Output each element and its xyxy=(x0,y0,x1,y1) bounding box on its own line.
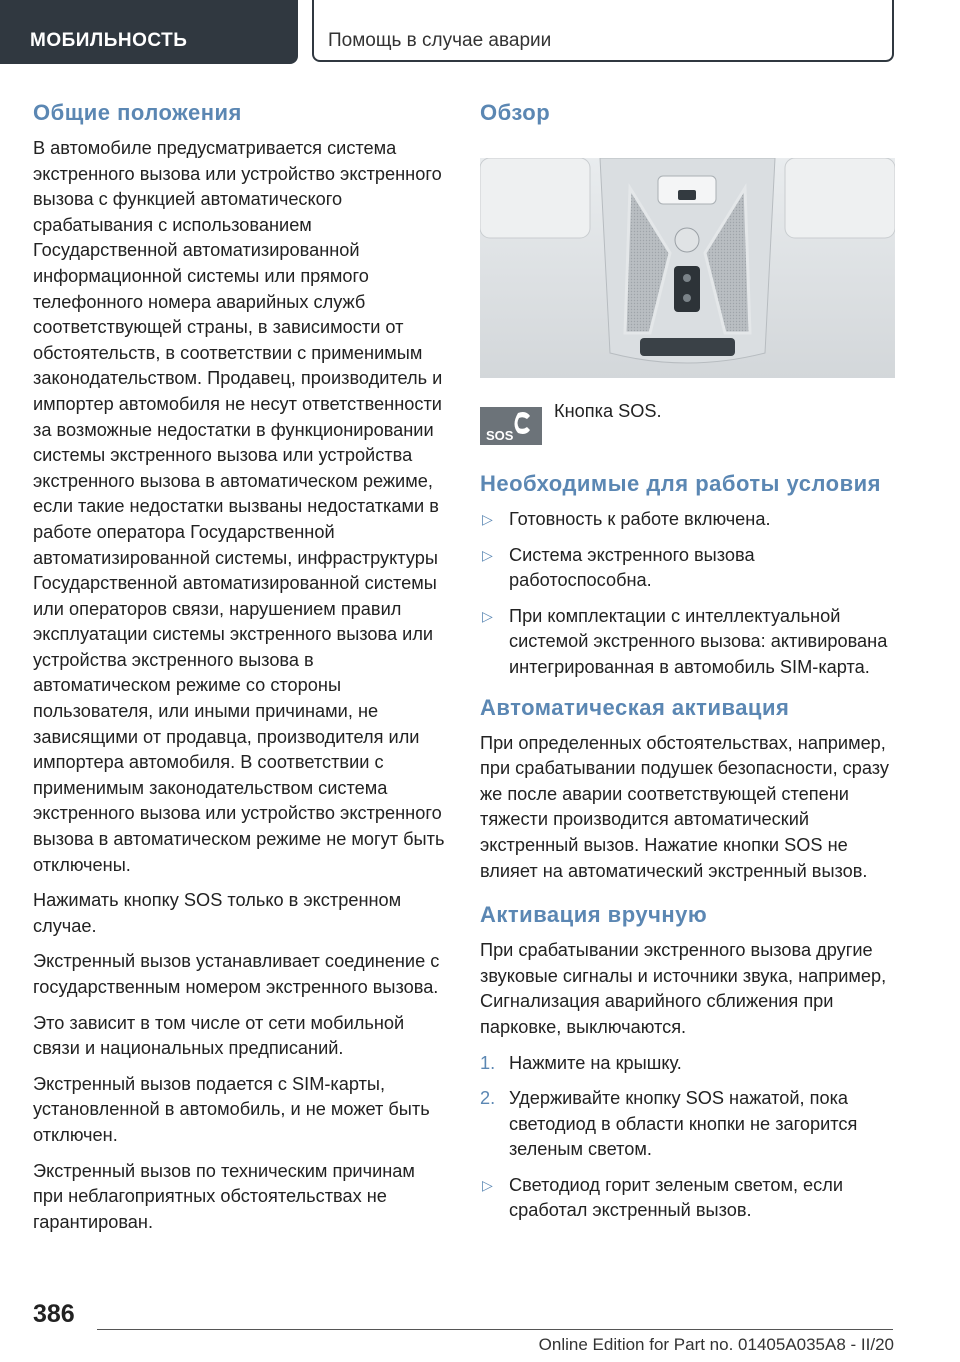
conditions-heading: Необходимые для работы условия xyxy=(480,471,881,496)
list-item: ▷ Светодиод горит зеленым светом, если сработал экстренный вызов. xyxy=(482,1174,844,1221)
list-item: ▷ Готовность к работе включена. xyxy=(480,507,895,533)
connection-paragraph: Экстренный вызов устанавливает соединение с государственным номером экстренного вызова. xyxy=(33,951,440,997)
page-number: 386 xyxy=(33,1300,75,1328)
triangle-bullet-icon: ▷ xyxy=(482,607,493,624)
list-item: ▷ При комплектации с интеллектуальной системой экстренного вызова: активирована интегрированная в автомобиль SIM-карта. xyxy=(482,605,888,677)
sim-paragraph: Экстренный вызов подается с SIM-карты, установленной в автомобиль, и не может быть отключен. xyxy=(33,1073,430,1145)
footer-divider xyxy=(97,1329,893,1330)
sos-caption: Кнопка SOS. xyxy=(554,401,662,421)
triangle-bullet-icon: ▷ xyxy=(482,511,493,527)
section-tab xyxy=(312,0,894,62)
conditions-list xyxy=(480,507,895,681)
triangle-bullet-icon: ▷ xyxy=(482,546,493,563)
edition-text: Online Edition for Part no. 01405A035A8 - II/20 xyxy=(538,1335,894,1354)
sos-phone-icon xyxy=(480,407,542,445)
sos-legend xyxy=(480,401,895,451)
auto-activation-heading: Автоматическая активация xyxy=(480,694,790,720)
auto-activation-text: При определенных обстоятельствах, например, при срабатывании подушек безопасности, сразу же после аварии соответствующей степени тяжести производится автоматический экстренный вызов. Нажатие кнопки SOS не влияет на автоматический экстренный вызов. xyxy=(480,732,890,881)
section-title: Помощь в случае аварии xyxy=(328,30,552,51)
overhead-console-photo xyxy=(480,158,895,378)
list-item: ▷ Система экстренного вызова работоспособна. xyxy=(482,544,755,591)
chapter-title: МОБИЛЬНОСТЬ xyxy=(30,30,188,51)
chapter-tab xyxy=(0,0,298,64)
general-heading: Общие положения xyxy=(33,100,242,125)
result-list xyxy=(480,1173,895,1224)
left-column xyxy=(33,100,448,1245)
manual-activation-heading: Активация вручную xyxy=(480,902,708,928)
steps-list xyxy=(480,1051,895,1163)
manual-activation-text: При срабатывании экстренного вызова другие звуковые сигналы и источники звука, например, Сигнализация аварийного сближения при парковке, выключаются. xyxy=(480,940,887,1037)
right-column xyxy=(480,100,895,1238)
sos-icon-label: SOS xyxy=(486,428,514,443)
triangle-bullet-icon: ▷ xyxy=(482,1176,493,1193)
list-item: 1. Нажмите на крышку. xyxy=(480,1052,682,1073)
guarantee-paragraph: Экстренный вызов по техническим причинам при неблагоприятных обстоятельствах не гарантирован. xyxy=(33,1160,415,1232)
general-paragraph: В автомобиле предусматривается система экстренного вызова или устройство экстренного вызова с функцией автоматического срабатывания с использованием Государственной автоматизированной информационной системы или прямого телефонного номера аварийных служб соответствующей страны, в зависимости от обстоятельств, в соответствии с применимым законодательством. Продавец, производитель и импортер автомобиля не несут ответственности за возможные недостатки в функционировании системы экстренного вызова или устройства экстренного вызова в автоматическом режиме, если такие недостатки вызваны недостатками в работе оператора Государственной автоматизированной системы, инфраструктуры Государственной автоматизированной системы или операторов связи, нарушением правил эксплуатации системы экстренного вызова или устройства экстренного вызова в автоматическом режиме со стороны пользователя, или иными причинами, не зависящими от продавца, производителя или импортера автомобиля. В соответствии с применимым законодательством система экстренного вызова или устройство экстренного вызова в автоматическом режиме не могут быть отключены. xyxy=(33,138,445,875)
overview-heading: Обзор xyxy=(480,100,551,125)
sos-usage-paragraph: Нажимать кнопку SOS только в экстренном случае. xyxy=(33,890,402,936)
network-paragraph: Это зависит в том числе от сети мобильной связи и национальных предписаний. xyxy=(33,1012,405,1059)
list-item: 2. Удерживайте кнопку SOS нажатой, пока светодиод в области кнопки не загорится зеленым светом. xyxy=(480,1088,858,1160)
